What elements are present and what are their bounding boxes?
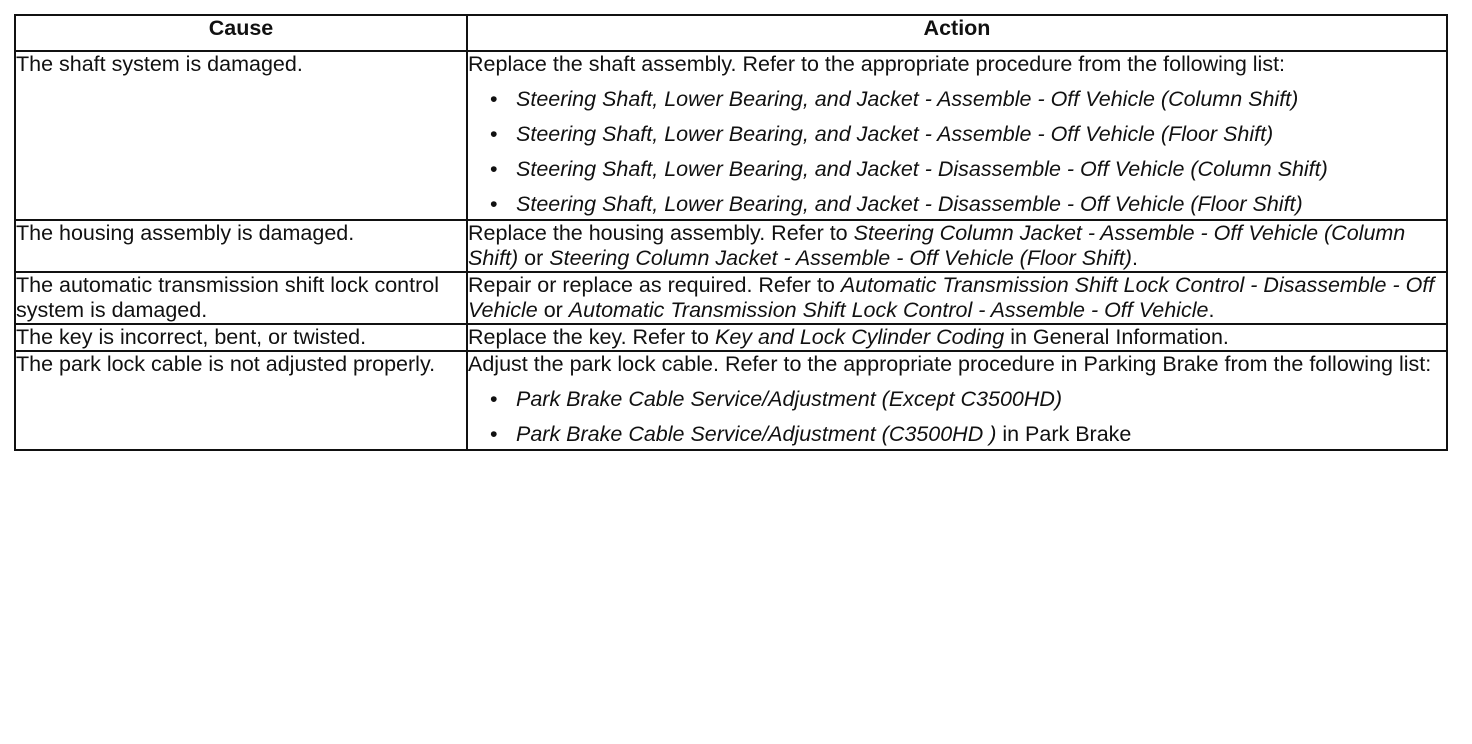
reference-list — [468, 387, 1446, 447]
reference-list-item — [468, 87, 1446, 112]
action-text: Adjust the park lock cable. Refer to the appropriate procedure in Parking Brake from the following list: — [468, 352, 1432, 376]
table-row — [15, 351, 1447, 450]
bullet-icon: • — [490, 422, 498, 446]
reference-list-item — [468, 192, 1446, 217]
bullet-icon: • — [490, 192, 498, 216]
action-text-segment: Repair or replace as required. Refer to — [468, 273, 841, 297]
reference-link[interactable]: Steering Shaft, Lower Bearing, and Jacket - Assemble - Off Vehicle (Column Shift) — [516, 87, 1299, 111]
action-text-segment: Replace the key. Refer to — [468, 325, 715, 349]
reference-link[interactable]: Steering Shaft, Lower Bearing, and Jacket - Assemble - Off Vehicle (Floor Shift) — [516, 122, 1274, 146]
reference-suffix: in Park Brake — [996, 422, 1132, 446]
reference-link[interactable]: Park Brake Cable Service/Adjustment (Except C3500HD) — [516, 387, 1063, 411]
cause-cell: The housing assembly is damaged. — [15, 220, 467, 272]
reference-link[interactable]: Park Brake Cable Service/Adjustment (C3500HD ) — [516, 422, 997, 446]
diagnostic-document — [14, 14, 1446, 451]
reference-link[interactable]: Steering Column Jacket - Assemble - Off Vehicle (Floor Shift) — [549, 246, 1132, 270]
action-cell — [467, 272, 1447, 324]
table-header-row — [15, 15, 1447, 51]
reference-link[interactable]: Key and Lock Cylinder Coding — [714, 325, 1005, 349]
reference-list-item — [468, 122, 1446, 147]
action-text-segment: in General Information. — [1004, 325, 1229, 349]
action-cell — [467, 220, 1447, 272]
cause-cell: The automatic transmission shift lock control system is damaged. — [15, 272, 467, 324]
action-text: Replace the shaft assembly. Refer to the appropriate procedure from the following list: — [468, 52, 1286, 76]
bullet-icon: • — [490, 87, 498, 111]
action-text — [468, 325, 1446, 350]
bullet-icon: • — [490, 122, 498, 146]
action-text-segment: Replace the housing assembly. Refer to — [468, 221, 854, 245]
cause-cell: The key is incorrect, bent, or twisted. — [15, 324, 467, 351]
reference-list-item — [468, 422, 1446, 447]
table-row — [15, 51, 1447, 220]
action-cell — [467, 351, 1447, 450]
action-text-segment: or — [537, 298, 569, 322]
cause-cell: The shaft system is damaged. — [15, 51, 467, 220]
bullet-icon: • — [490, 157, 498, 181]
cause-action-table — [14, 14, 1448, 451]
reference-list-item — [468, 157, 1446, 182]
table-row — [15, 220, 1447, 272]
action-cell — [467, 51, 1447, 220]
action-column-header: Action — [467, 15, 1447, 51]
reference-link[interactable]: Automatic Transmission Shift Lock Control - Assemble - Off Vehicle — [568, 298, 1209, 322]
reference-link[interactable]: Steering Shaft, Lower Bearing, and Jacket - Disassemble - Off Vehicle (Floor Shift) — [516, 192, 1303, 216]
reference-link[interactable]: Steering Shaft, Lower Bearing, and Jacket - Disassemble - Off Vehicle (Column Shift) — [516, 157, 1328, 181]
reference-link[interactable]: Steering Column Jacket - Assemble - Off Vehicle (Column Shift) — [468, 221, 1406, 270]
reference-list-item — [468, 387, 1446, 412]
table-row — [15, 324, 1447, 351]
action-text-segment: . — [1131, 246, 1138, 270]
action-text-segment: . — [1208, 298, 1215, 322]
table-row — [15, 272, 1447, 324]
cause-cell: The park lock cable is not adjusted properly. — [15, 351, 467, 450]
cause-column-header: Cause — [15, 15, 467, 51]
action-text — [468, 273, 1446, 323]
bullet-icon: • — [490, 387, 498, 411]
action-text-segment: or — [518, 246, 550, 270]
reference-link[interactable]: Automatic Transmission Shift Lock Control - Disassemble - Off Vehicle — [468, 273, 1435, 322]
action-text — [468, 221, 1446, 271]
action-cell — [467, 324, 1447, 351]
reference-list — [468, 87, 1446, 217]
